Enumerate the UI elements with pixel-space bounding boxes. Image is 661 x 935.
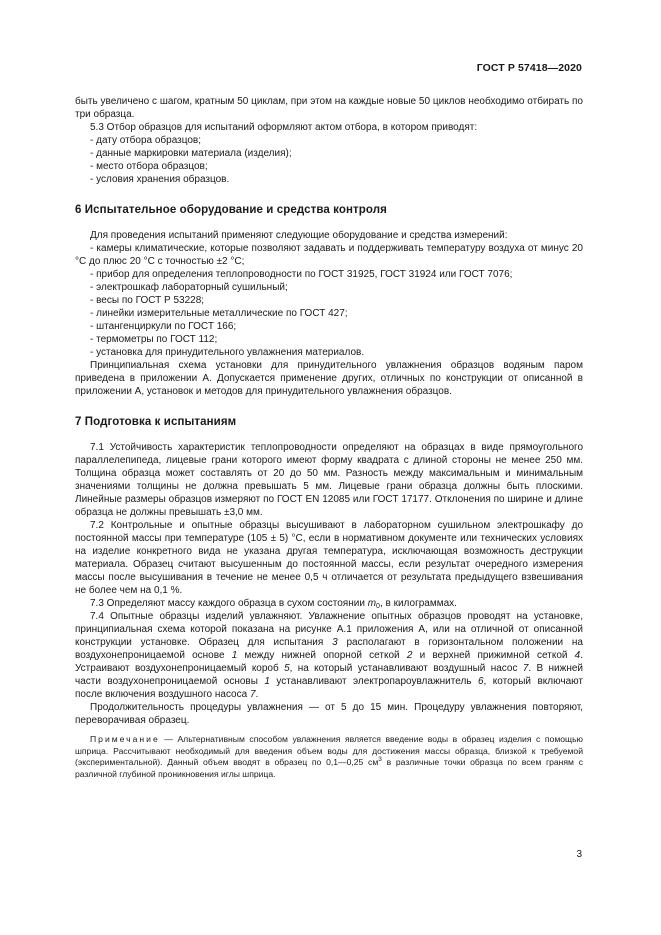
list-item: - линейки измерительные металлические по ГОСТ 427; (90, 308, 348, 319)
list-item: - установка для принудительного увлажнения материалов. (90, 347, 365, 358)
list-item: - камеры климатические, которые позволяют задавать и поддерживать температуру воздуха от минус 20 °С до плюс 20 °С с точностью ±2 °С; (75, 243, 583, 267)
section-6-heading: 6 Испытательное оборудование и средства контроля (75, 204, 387, 216)
paragraph-7-3 (75, 597, 583, 610)
mass-subscript: 0 (376, 603, 380, 610)
text: . Устраивают воздухонепроницаемый короб (75, 650, 584, 674)
figure-ref: 6 (477, 676, 484, 687)
page-number: 3 (576, 849, 582, 860)
page-header-standard-id: ГОСТ Р 57418—2020 (476, 62, 582, 74)
paragraph-7-3-text: 7.3 Определяют массу каждого образца в сухом состоянии (90, 598, 368, 609)
list-item: - прибор для определения теплопроводности по ГОСТ 31925, ГОСТ 31924 или ГОСТ 7076; (90, 269, 513, 280)
figure-ref: 5 (284, 663, 290, 674)
continuation-paragraph: быть увеличено с шагом, кратным 50 циклам, при этом на каждые новые 50 циклов необходимо отбирать по три образца. (75, 96, 583, 120)
text: и верхней прижимной сеткой (412, 650, 575, 661)
equipment-list (75, 242, 583, 359)
paragraph-5-3: 5.3 Отбор образцов для испытаний оформляют актом отбора, в котором приводят: (90, 122, 478, 133)
section-6-closing: Принципиальная схема установки для принудительного увлажнения образцов водяным паром приведена в приложении А. Допускается применение других, отличных по конструкции от описанной в приложении А, установок и методов для принудительного увлажнения образцов. (75, 360, 583, 397)
list-item: - условия хранения образцов. (90, 174, 230, 185)
text: устанавливают электропароувлажнитель (269, 676, 478, 687)
figure-ref: 1 (231, 650, 238, 661)
paragraph-7-4 (75, 610, 583, 701)
paragraph-7-3-tail: , в килограммах. (379, 598, 457, 609)
note-text: — Альтернативным способом увлажнения является введение воды в образец изделия с помощью шприца. Рассчитывают необходимый для введения объем воды для достижения массы образца, близкой к требуемой (экспериментальной). Данный объем вводят в образец по 0,1—0,25 см (75, 734, 583, 767)
list-item: - весы по ГОСТ Р 53228; (90, 295, 205, 306)
figure-ref: 4 (574, 650, 581, 661)
list-item: - дату отбора образцов; (90, 135, 202, 146)
sampling-act-list (75, 134, 583, 186)
duration-paragraph: Продолжительность процедуры увлажнения — от 5 до 15 мин. Процедуру увлажнения повторяют, переворачивая образец. (75, 702, 583, 726)
text: располагают в горизонтальном положении на воздухонепроницаемой основе (75, 637, 583, 661)
text: . В нижней части воздухонепроницаемой основы (75, 663, 583, 687)
figure-ref: 7 (249, 689, 256, 700)
section-6-intro: Для проведения испытаний применяют следующие оборудование и средства измерений: (90, 230, 508, 241)
note-superscript: 3 (378, 756, 382, 763)
figure-ref: 1 (264, 676, 270, 687)
list-item: - место отбора образцов; (90, 161, 208, 172)
page-content (75, 95, 583, 780)
paragraph-7-1: 7.1 Устойчивость характеристик теплопроводности определяют на образцах в виде прямоугольного параллелепипеда, лицевые грани которого имеют форму квадрата с длиной стороны не менее 250 мм. Толщина образца может составлять от 20 до 50 мм. Разность между максимальным и минимальным значениями толщины не должна превышать 5 мм. Лицевые грани образца должны быть плоскими. Линейные размеры образцов измеряют по ГОСТ EN 12085 или ГОСТ 17177. Отклонения по ширине и длине образца не должны превышать ±3,0 мм. (75, 442, 583, 518)
list-item: - термометры по ГОСТ 112; (90, 334, 218, 345)
figure-ref: 3 (332, 637, 338, 648)
list-item: - данные маркировки материала (изделия); (90, 148, 292, 159)
note-label: Примечание (90, 734, 160, 744)
figure-ref: 2 (406, 650, 413, 661)
paragraph-7-2: 7.2 Контрольные и опытные образцы высушивают в лабораторном сушильном электрошкафу до постоянной массы при температуре (105 ± 5) °С, если в нормативном документе или технических условиях на изделие конкретного вида не указана другая температура, исключающая возможность деструкции материала. Образец считают высушенным до постоянной массы, если результат очередного измерения массы после высушивания в течение не менее 0,5 ч отличается от результата предыдущего взвешивания не более чем на 0,1 %. (75, 520, 583, 596)
text: , на который устанавливают воздушный насос (289, 663, 523, 674)
mass-symbol: m (367, 598, 377, 609)
note-text-tail: в различные точки образца по всем граням с различной глубиной проникновения иглы шприца. (75, 757, 583, 779)
list-item: - электрошкаф лабораторный сушильный; (90, 282, 288, 293)
text: . (255, 689, 259, 700)
list-item: - штангенциркули по ГОСТ 166; (90, 321, 237, 332)
figure-ref: 7 (522, 663, 529, 674)
note (75, 734, 583, 780)
text: , который включают после включения воздушного насоса (75, 676, 583, 700)
text: между нижней опорной сеткой (237, 650, 407, 661)
section-7-heading: 7 Подготовка к испытаниям (75, 416, 237, 428)
text: 7.4 Опытные образцы изделий увлажняют. Увлажнение опытных образцов проводят на установке, принципиальная схема которой показана на рисунке А.1 приложения А, или на отличной от описанной конструкции установке. Образец для испытания (75, 611, 583, 648)
